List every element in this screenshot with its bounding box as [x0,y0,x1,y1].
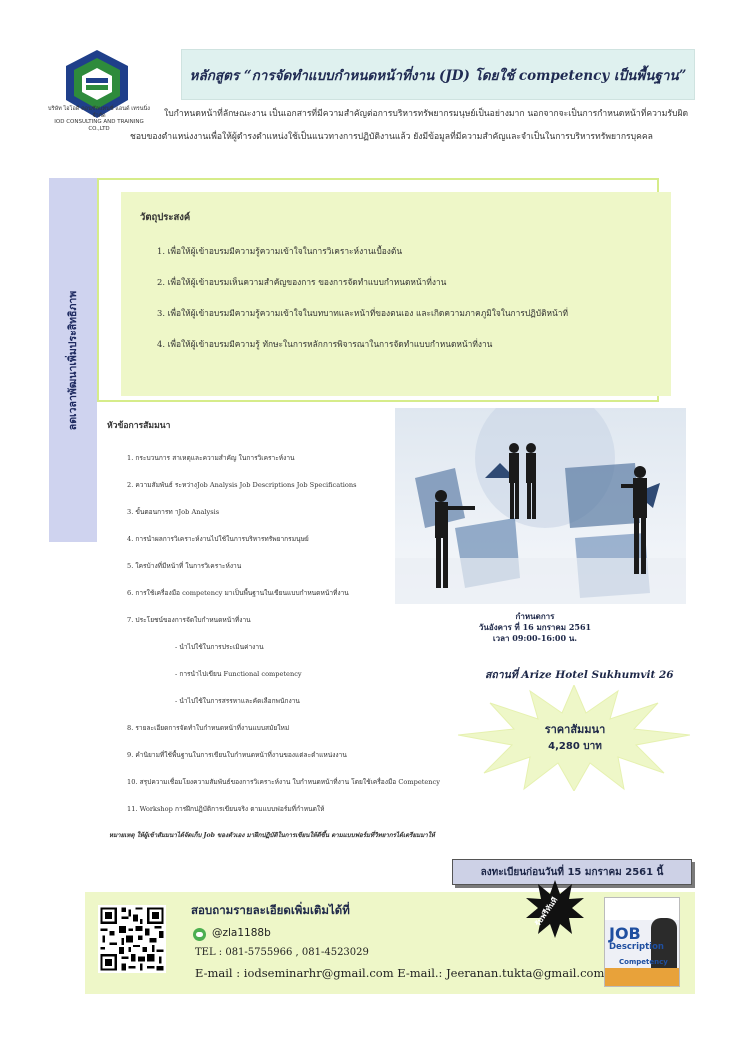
email-addresses[interactable]: E-mail : iodseminarhr@gmail.com E-mail.: Jeeranan.tukta@gmail.com [195,966,605,980]
line-app-icon [193,928,206,941]
price-label: ราคาสัมมนา [544,723,606,736]
book-title-secondary: Description [609,942,664,952]
intro-paragraph: ใบกำหนดหน้าที่ลักษณะงาน เป็นเอกสารที่มีความสำคัญต่อการบริหารทรัพยากรมนุษย์เป็นอย่างมาก นอกจากจะเป็นการกำหนดหน้าที่ความรับผิดชอบของตำแหน่งงานเพื่อให้ผู้ดำรงตำแหน่งใช้เป็นแนวทางการปฏิบัติงานแล้ว ยังมีข้อมูลที่มีความสำคัญและจำเป็นในการบริหารทรัพยากรบุคคล [130,109,689,142]
topic-item: 1. กระบวนการ สาเหตุและความสำคัญ ในการวิเคราะห์งาน [127,454,295,462]
note: หมายเหตุ ให้ผู้เข้าสัมมนาได้จัดเก็บ Job ของตัวเอง มาฝึกปฏิบัติในการเขียนให้ดีขึ้น ตามแบบฟอร์มที่วิทยากรได้เตรียมมาให้ [109,832,435,839]
objective-item: 2. เพื่อให้ผู้เข้าอบรมเห็นความสำคัญของการ ของการจัดทำแบบกำหนดหน้าที่งาน [157,277,447,287]
course-title: หลักสูตร “การจัดทำแบบกำหนดหน้าที่งาน (JD) โดยใช้ competency เป็นพื้นฐาน” [189,67,687,84]
price-starburst [458,685,690,791]
topic-item: 5. ใครบ้างที่มีหน้าที่ ในการวิเคราะห์งาน [127,562,242,570]
objective-item: 3. เพื่อให้ผู้เข้าอบรมมีความรู้ความเข้าใจในบทบาทและหน้าที่ของตนเอง และเกิดความภาคภูมิใจในการปฏิบัติหน้าที่ [157,308,568,318]
topic-subitem: - นำไปใช้ในการประเมินค่างาน [175,643,264,651]
objectives-list [157,244,568,368]
topic-item: 3. ขั้นตอนการท าJob Analysis [127,508,220,516]
topic-item: 10. สรุปความเชื่อมโยงความสัมพันธ์ของการวิเคราะห์งาน ใบกำหนดหน้าที่งาน โดยใช้เครื่องมือ Competency [127,778,440,786]
venue: สถานที่ Arize Hotel Sukhumvit 26 [485,669,674,681]
topics-heading: หัวข้อการสัมมนา [107,421,171,431]
topic-item: 8. รายละเอียดการจัดทำใบกำหนดหน้าที่งานแบบสมัยใหม่ [127,724,290,732]
company-name-th: บริษัท ไอโอดี คอนซัลแทนซี่ แอนด์ เทรนนิ่ง จำกัด [48,106,150,119]
objectives-heading: วัตถุประสงค์ [140,212,191,223]
topic-item: 11. Workshop การฝึกปฏิบัติการเขียนจริง ตามแบบฟอร์มที่กำหนดให้ [127,805,325,813]
phone-numbers[interactable]: TEL : 081-5755966 , 081-4523029 [195,947,369,958]
register-deadline: ลงทะเบียนก่อนวันที่ 15 มกราคม 2561 นี้ [452,859,692,885]
line-id[interactable]: @zla1188b [212,927,271,939]
book-ribbon [605,968,679,987]
schedule-date: วันอังคาร ที่ 16 มกราคม 2561 [478,622,592,632]
topic-subitem: - นำไปใช้ในการสรรหาและคัดเลือกพนักงาน [175,697,300,705]
topic-item: 2. ความสัมพันธ์ ระหว่างJob Analysis Job Descriptions Job Specifications [127,481,357,489]
contact-heading: สอบถามรายละเอียดเพิ่มเติมได้ที่ [191,903,350,917]
company-name-en: IOD CONSULTING AND TRAINING CO.,LTD [54,119,144,132]
course-title-banner [181,49,695,100]
topic-item: 7. ประโยชน์ของการจัดใบกำหนดหน้าที่งาน [127,616,251,624]
topic-subitem: - การนำไปเขียน Functional competency [175,670,302,678]
side-tab [49,178,97,542]
topic-item: 6. การใช้เครื่องมือ competency มาเป็นพื้นฐานในเขียนแบบกำหนดหน้าที่งาน [127,589,349,597]
objective-item: 4. เพื่อให้ผู้เข้าอบรมมีความรู้ ทักษะในการหลักการพิจารณาในการจัดทำแบบกำหนดหน้าที่งาน [157,339,493,349]
topic-item: 4. การนำผลการวิเคราะห์งานไปใช้ในการบริหารทรัพยากรมนุษย์ [127,535,309,543]
price-value: 4,280 บาท [548,741,602,752]
free-gift-text: รับฟรีทันที [532,895,560,928]
schedule-block [455,611,615,644]
objective-item: 1. เพื่อให้ผู้เข้าอบรมมีความรู้ความเข้าใจในการวิเคราะห์งานเบื้องต้น [157,246,403,256]
book-title: JOB [609,924,641,943]
qr-code-icon[interactable] [98,905,166,973]
book-subtitle: Competency [619,958,668,966]
book-cover-header [605,898,679,920]
book-cover [604,897,680,987]
schedule-time: เวลา 09:00-16:00 น. [492,633,578,643]
schedule-label: กำหนดการ [515,611,555,621]
topic-item: 9. คำนิยามที่ใช้พื้นฐานในการเขียนใบกำหนดหน้าที่งานของแต่ละตำแหน่งงาน [127,751,347,759]
business-photo [395,408,686,604]
side-tab-text: ลดเวลาพัฒนาเพิ่มประสิทธิภาพ [67,290,80,430]
